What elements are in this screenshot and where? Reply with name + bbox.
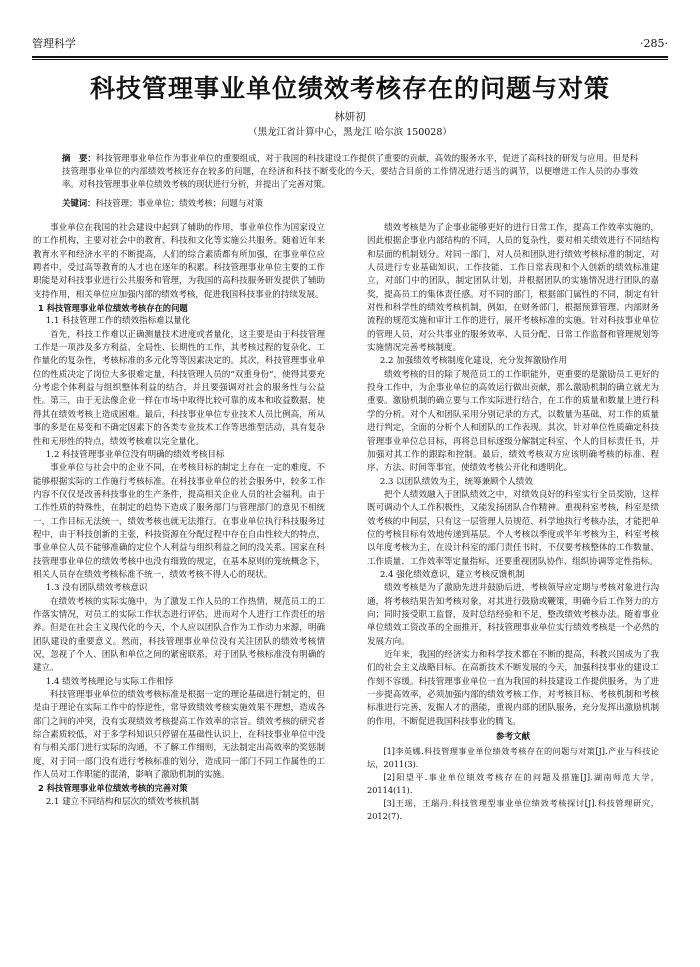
subsection-heading: 1.1 科技管理工作的绩效指标难以量化 bbox=[45, 316, 191, 327]
body-paragraph: 把个人绩效融入于团队绩效之中，对绩效良好的科室实行全员奖励，这样既可调动个人工作积极性，又能发扬团队合作精神。重视科室考核，科室是绩效考核的中间层，只有这一层管理人员规范、科学地执行考核办法，才能把单位的考核目标有效地传递到基层。个人考核以季度或半年考核为主，科室考核以年度考核为主，在设计科室的部门责任书时，不仅要考核整体的工作数量、工作质量、工作效率等定量指标，还要重视团队协作、组织协调等定性指标。 bbox=[367, 489, 659, 567]
body-paragraph: 绩效考核的目的除了规范员工的工作职能外，更重要的是激励员工更好的投身工作中，为企事业单位的高效运行做出贡献，那么激励机制的确立就尤为重要。激励机制的确立要与工作实际进行结合，在工作的质量和数量上进行科学的分析。对个人和团队采用分别记录的方式，以数量为基础，对工作的质量进行判定，全面的分析个人和团队的工作表现。其次，针对单位性质确定科技管理事业单位总目标，再将总目标逐级分解制定科室、个人的目标责任书，并加强对其工作的跟踪和控制。最后，绩效考核双方应该明确考核的标准、程序、方法、时间等事宜，使绩效考核公开化和透明化。 bbox=[367, 369, 659, 474]
body-paragraph: 近年来，我国的经济实力和科学技术都在不断的提高，科教兴国成为了我们的社会主义战略目标。在高新技术不断发展的今天，加强科技事业的建设工作刻不容缓。科技管理事业单位一直为我国的科技建设工作提供服务，为了进一步提高效率，必须加强内部的绩效考核工作，对考核目标、考核机制和考核标准进行完善，发掘人才的潜能，重视内部的团队服务，充分发挥出激励机制的作用，不断促进我国科技事业的腾飞。 bbox=[367, 650, 659, 727]
subsection-heading: 2.2 加强绩效考核制度化建设，充分发挥激励作用 bbox=[379, 356, 568, 367]
body-paragraph: 绩效考核是为了激励先进并鼓励后进，考核领导应定期与考核对象进行沟通，将考核结果告知考核对象，对其进行鼓励或鞭策，明确今后工作努力的方向；同时接受职工监督，及时总结经验和不足，整改绩效考核办法。随着事业单位绩效工资改革的全面推开，科技管理事业单位实行绩效考核是一个必然的发展方向。 bbox=[367, 583, 659, 647]
subsection-heading: 2.4 强化绩效意识，建立考核反馈机制 bbox=[379, 569, 525, 580]
author-name: 林妍初 bbox=[334, 111, 366, 123]
running-header bbox=[32, 36, 668, 52]
right-column bbox=[367, 222, 659, 937]
keywords bbox=[62, 197, 638, 210]
body-paragraph: 在绩效考核的实际实施中，为了激发工作人员的工作热情，规范员工的工作落实情况，对员工的实际工作状态进行评估，进而对个人进行工作责任的培养。但是在社会主义现代化的今天，个人应以团队合作为工作动力来源，明确团队建设的重要意义。然而，科技管理事业单位没有关注团队的绩效考核情况，忽视了个人、团队和单位之间的紧密联系，对于团队考核标准没有明确的建立。 bbox=[33, 596, 325, 674]
body-paragraph: 绩效考核是为了企事业能够更好的进行日常工作，提高工作效率实施的，因此根据企事业内部结构的不同，人员的复杂性，要对相关绩效进行不同结构和层面的机制划分。对同一部门，对人员和团队进行绩效考核标准的制定，对人员进行专业基础知识、工作技能、工作日常表现和个人创新的绩效标准建立，对部门中的团队，制定团队计划，并根据团队的实施情况进行团队的嘉奖，提高员工的集体责任感。对不同的部门，根据部门属性的不同，制定有针对性和科学性的绩效考核机制，例如，在财务部门，根据预算管理、内部财务流程的规范实施和审计工作的进行，展开考核标准的实施。针对科技事业单位的管理人员，对公共事业的服务效率、人员分配、日常工作监督和管理规划等实施情况完善考核制度。 bbox=[367, 223, 659, 354]
journal-name: 管理科学 bbox=[32, 37, 76, 50]
paper-title: 科技管理事业单位绩效考核存在的问题与对策 bbox=[89, 74, 610, 103]
left-column bbox=[33, 222, 325, 937]
reference-item: [3]王瑶，王瑞丹.科技管理型事业单位绩效考核探讨[J].科技管理研究，2012(7). bbox=[367, 798, 659, 822]
body-paragraph: 科技管理事业单位的绩效考核标准是根据一定的理论基础进行制定的，但是由于理论在实际工作中的悖逆性，常导致绩效考核实施效果不理想，造成各部门之间的冲突，没有实现绩效考核提高工作效率的宗旨。绩效考核的研究者综合素质较低，对于多学科知识只停留在基础性认识上，在科技事业单位中没有与相关部门进行实际的沟通，不了解工作细则，无法制定出高效率的奖惩制度，对于同一部门没有进行考核标准的划分，造成同一部门不同工作属性的工作人员对工作职能的混淆，影响了激励机制的实施。 bbox=[33, 690, 325, 781]
abstract bbox=[62, 152, 638, 191]
references-heading: 参考文献 bbox=[495, 732, 531, 743]
header-rule-thin bbox=[32, 59, 668, 60]
keywords-label: 关键词： bbox=[62, 198, 96, 208]
subsection-heading: 1.4 绩效考核理论与实际工作相悖 bbox=[45, 676, 174, 687]
subsection-heading: 1.3 没有团队绩效考核意识 bbox=[45, 583, 148, 594]
body-paragraph: 首先，科技工作难以正确测量技术进度或者量化，这主要是由于科技管理工作是一项涉及多方利益、全局性、长期性的工作，其考核过程的复杂化、工作量化的复杂性，考核标准的多元化等等因素决定的。其次，科技管理事业单位的性质决定了岗位大多很难定量，科技管理人员的“双重身份”，使得其要充分考虑个体利益与组织整体利益的结合，并且要强调对社会的服务性与公益性。第三，由于无法像企业一样在市场中取得比较可靠的成本和收益数据，使得其在绩效考核上造成困难。最后，科技事业单位专业技术人员比例高，所从事的多是在易变和不确定因素下的各类专业技术工作等思维型活动，具有复杂性和无形性的特点，绩效考核难以完全量化。 bbox=[33, 329, 325, 447]
subsection-heading: 1.2 科技管理事业单位没有明确的绩效考核目标 bbox=[45, 449, 225, 460]
abstract-text: 科技管理事业单位作为事业单位的重要组成，对于我国的科技建设工作提供了重要的贡献，高效的服务水平，促进了高科技的研发与应用。但是科技管理事业单位的内部绩效考核还存在较多的问题，在经济和科技不断变化的今天，要结合目前的工作情况进行适当的调节，以便增进工作人员的办事效率。对科技管理事业单位绩效考核的现状进行分析，并提出了完善对策。 bbox=[62, 153, 638, 189]
reference-item: [2]阳望平.事业单位绩效考核存在的问题及措施[J].湖南师范大学，20114(11). bbox=[367, 772, 659, 796]
body-paragraph: 事业单位与社会中的企业不同，在考核目标的制定上存在一定的难度，不能够根据实际的工作施行考核标准。在科技事业单位的社会服务中，较多工作内容不仅仅是改善科技事业的生产条件，提高相关企业人员的社会福利。由于工作性质的特殊性，在制定的趋势下造成了服务部门与管理部门的意见不相统一，工作目标无法统一，绩效考核也就无法推行。在事业单位执行科技服务过程中，由于科技创新的主张，科技资源在分配过程中存在自由性较大的特点，事业单位人员不能够准确的定位个人利益与组织利益之间的没关系。国家在科技管理事业单位的绩效考核中也没有细致的规定，在基本原则的笼统概念下，相关人员存在绩效考核标准不统一，绩效考核不得人心的现状。 bbox=[33, 463, 325, 580]
section-heading: 1 科技管理事业单位绩效考核存在的问题 bbox=[37, 303, 188, 314]
body-paragraph: 事业单位在我国的社会建设中起到了辅助的作用，事业单位作为国家设立的工作机构，主要对社会中的教育、科技和文化等实施公共服务。随着近年来教育水平和经济水平的不断提高，人们的综合素质都有所加强，在事业单位应聘者中，受过高等教育的人才也在逐年的积累。科技管理事业单位主要的工作职能是对科技事业进行公共服务和管理，为我国的高科技服务研发提供了辅助支持作用，相关单位应加强内部的绩效考核，促进我国科技事业的持续发展。 bbox=[33, 223, 325, 300]
page-number: ·285· bbox=[640, 37, 668, 50]
abstract-label: 摘 要： bbox=[62, 153, 96, 163]
subsection-heading: 2.3 以团队绩效为主，统筹兼顾个人绩效 bbox=[379, 476, 533, 487]
author-affiliation: （黑龙江省计算中心，黑龙江 哈尔滨 150028） bbox=[248, 127, 452, 138]
subsection-heading: 2.1 建立不同结构和层次的绩效考核机制 bbox=[45, 796, 199, 807]
reference-item: [1]李英娜.科技管理事业单位绩效考核存在的问题与对策[J].产业与科技论坛，2011(3). bbox=[367, 746, 659, 770]
section-heading: 2 科技管理事业单位绩效考核的完善对策 bbox=[37, 783, 188, 794]
keywords-text: 科技管理；事业单位；绩效考核；问题与对策 bbox=[95, 198, 263, 208]
header-rule-thick bbox=[32, 56, 668, 58]
